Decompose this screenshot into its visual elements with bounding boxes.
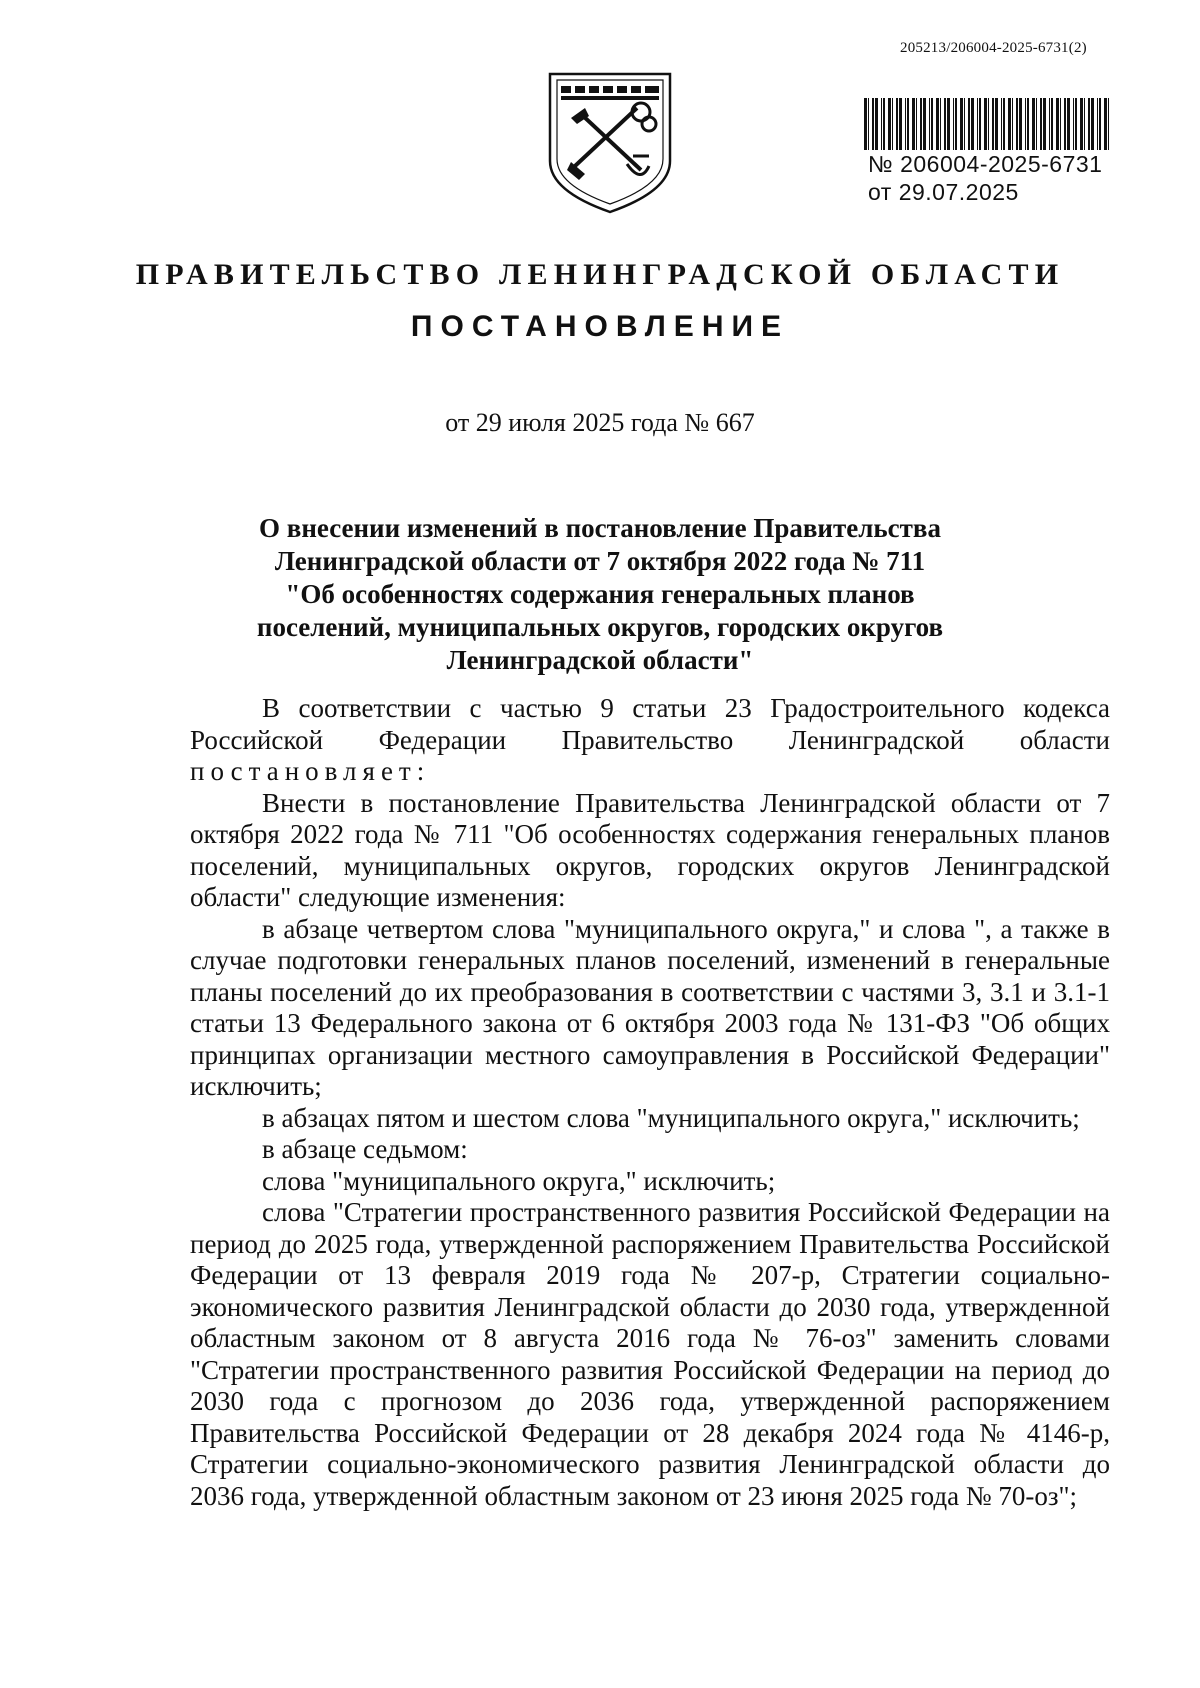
subject-line: Ленинградской области": [446, 645, 754, 675]
body-paragraph: Внести в постановление Правительства Ленинградской области от 7 октября 2022 года № 711 "Об особенностях содержания генеральных планов поселений, муниципальных округов, городских округов Ленинградской области" следующие изменения:: [190, 787, 1110, 912]
body-paragraph: в абзаце седьмом:: [262, 1134, 468, 1164]
decision-word: постановляет:: [190, 756, 431, 786]
preamble-text: В соответствии с частью 9 статьи 23 Градостроительного кодекса Российской Федерации Правительство Ленинградской области: [190, 693, 1110, 755]
body-paragraph: в абзаце четвертом слова "муниципального округа," и слова ", а также в случае подготовки генеральных планов поселений, изменений в генеральные планы поселений до их преобразования в соответствии с частями 3, 3.1 и 3.1-1 статьи 13 Федерального закона от 6 октября 2003 года № 131-ФЗ "Об общих принципах организации местного самоуправления в Российской Федерации" исключить;: [190, 913, 1110, 1101]
subject-line: поселений, муниципальных округов, городских округов: [256, 612, 944, 642]
document-date-number: от 29 июля 2025 года № 667: [445, 408, 755, 437]
barcode-icon: [862, 98, 1117, 150]
leningrad-oblast-coat-of-arms-icon: [545, 66, 675, 216]
document-subject: [200, 512, 1000, 677]
document-body: [190, 693, 1110, 1512]
preamble-paragraph: [190, 693, 1110, 788]
subject-line: "Об особенностях содержания генеральных планов: [285, 579, 915, 609]
government-title: ПРАВИТЕЛЬСТВО ЛЕНИНГРАДСКОЙ ОБЛАСТИ: [135, 258, 1065, 291]
subject-line: О внесении изменений в постановление Правительства: [259, 513, 941, 543]
registration-date: от 29.07.2025: [868, 179, 1019, 205]
body-paragraph: слова "муниципального округа," исключить;: [262, 1165, 776, 1196]
body-paragraph: слова "Стратегии пространственного развития Российской Федерации на период до 2025 года, утвержденной распоряжением Правительства Российской Федерации от 13 февраля 2019 года № 207-р, Стратегии социально-экономического развития Ленинградской области до 2030 года, утвержденной областным законом от 8 августа 2016 года № 76-оз" заменить словами "Стратегии пространственного развития Российской Федерации на период до 2030 года с прогнозом до 2036 года, утвержденной распоряжением Правительства Российской Федерации от 28 декабря 2024 года № 4146-р, Стратегии социально-экономического развития Ленинградской области до 2036 года, утвержденной областным законом от 23 июня 2025 года № 70-оз";: [190, 1197, 1110, 1511]
document-type: ПОСТАНОВЛЕНИЕ: [410, 310, 790, 343]
subject-line: Ленинградской области от 7 октября 2022 года № 711: [274, 546, 926, 576]
registration-number: № 206004-2025-6731: [868, 151, 1103, 177]
registration-number-top: 205213/206004-2025-6731(2): [900, 40, 1087, 56]
registration-stamp: [862, 98, 1122, 206]
body-paragraph: в абзацах пятом и шестом слова "муниципального округа," исключить;: [262, 1102, 1080, 1133]
